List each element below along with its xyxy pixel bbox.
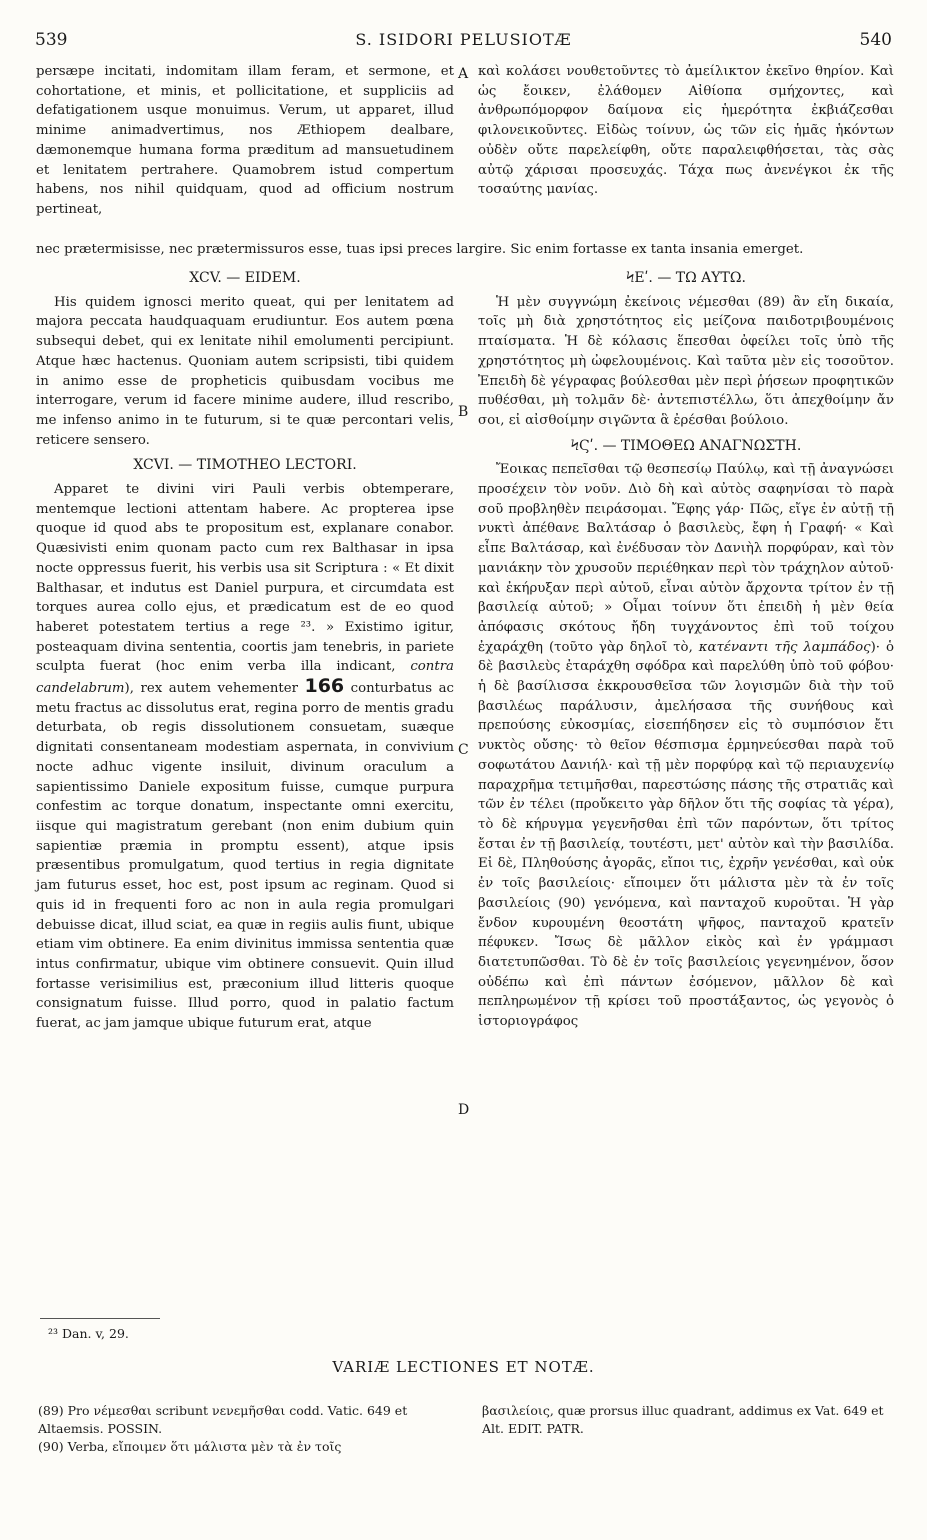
notes-title: VARIÆ LECTIONES ET NOTÆ. [332,1358,595,1376]
greek-column [478,62,894,1032]
note-90: (90) Verba, εἴποιμεν ὅτι μάλιστα μὲν τὰ ἐν τοῖς [38,1439,342,1454]
notes-left-column [38,1402,458,1456]
note-90-continued: βασιλείοις, quæ prorsus illuc quadrant, addimus ex Vat. 649 et Alt. EDIT. PATR. [482,1403,884,1436]
footnote-rule [40,1318,160,1319]
continuation-text: nec prætermisisse, nec prætermissuros esse, tuas ipsi preces largire. Sic enim fortasse ex tanta insania emerget. [36,242,804,257]
margin-marker-d: D [458,1102,470,1118]
page-number-left: 539 [35,30,68,50]
note-89: (89) Pro νέμεσθαι scribunt νενεμῆσθαι codd. Vatic. 649 et Altaemsis. POSSIN. [38,1403,408,1436]
latin-heading-xcvi: XCVI. — TIMOTHEO LECTORI. [133,457,357,474]
running-title: S. ISIDORI PELUSIOTÆ [355,30,572,49]
latin-heading-xcv: XCV. — EIDEM. [189,270,301,286]
footnote: ²³ Dan. v, 29. [48,1326,129,1341]
column-number-166: 166 [304,675,345,698]
margin-marker-a: A [458,66,469,82]
latin-italic-phrase: contra candelabrum [36,659,454,697]
margin-marker-b: B [458,404,469,420]
greek-italic-phrase: κατέναντι τῆς λαμπάδος [698,639,871,655]
greek-heading-xcvi: ϞϚʹ. — ΤΙΜΟΘΕΩ ΑΝΑΓΝΩΣΤΗ. [570,437,802,454]
greek-xcvi-body: Ἔοικας πεπεῖσθαι τῷ θεσπεσίῳ Παύλῳ, καὶ τῇ ἀναγνώσει προσέχειν τὸν νοῦν. Διὸ δὴ καὶ αὐτὸς σαφηνίσαι τὸ παρὰ σοῦ προβληθὲν πειράσομαι. Ἔφης γάρ· Πῶς, εἴγε ἐν αὐτῇ τῇ νυκτὶ ἀπέθανε Βαλτάσαρ ὁ βασιλεὺς, ἔφη ἡ Γραφή· « Καὶ εἶπε Βαλτάσαρ, καὶ ἐνέδυσαν τὸν Δανιὴλ πορφύραν, καὶ τὸν μανιάκην τὸν χρυσοῦν περιέθηκαν περὶ τὸν τράχηλον αὐτοῦ· καὶ ἐκήρυξαν περὶ αὐτοῦ, εἶναι αὐτὸν ἄρχοντα τρίτον ἐν τῇ βασιλείᾳ αὐτοῦ; » Οἶμαι τοίνυν ὅτι ἐπειδὴ ἡ μὲν θεία ἀπόφασις σκότους ἤδη τυγχάνοντος ἐπὶ τοῦ τοίχου ἐχαράχθη (τοῦτο γὰρ δηλοῖ τὸ, κατέναντι τῆς λαμπάδος)· ὁ δὲ βασιλεὺς ἐταράχθη σφόδρα καὶ παρελύθη ὑπὸ τοῦ φόβου· ἡ δὲ βασίλισσα ἐκκρουσθεῖσα τῶν λογισμῶν διὰ τὴν τοῦ βασιλέως παράλυσιν, ἀμελήσασα τῆς συνήθους καὶ πρεπούσης εὐκοσμίας, εἰσεπήδησεν εἰς τὸ συμπόσιον ἔτι νυκτὸς οὔσης· τὸ θεῖον θέσπισμα ἑρμηνεύεσθαι παρὰ τοῦ σοφωτάτου Δανιήλ· καὶ τῇ μὲν πορφύρᾳ καὶ τῷ περιαυχενίῳ παραχρῆμα τετιμῆσθαι, παρεστώσης πάσης τῆς στρατιᾶς καὶ τῶν ἐν τέλει (προὔκειτο γὰρ δῆλον ὅτι τῆς σοφίας τὰ γέρα), τὸ δὲ κήρυγμα γεγενῆσθαι ἐπὶ τῶν παρόντων, ὅτι τρίτος ἔσται ἐν τῇ βασιλείᾳ, τουτέστι, μετ' αὐτὸν καὶ τὴν βασιλίδα. Εἰ δὲ, Πληθούσης ἀγορᾶς, εἴποι τις, ἐχρῆν γενέσθαι, καὶ οὐκ ἐν τοῖς βασιλείοις· εἴποιμεν ὅτι μάλιστα μὲν τὰ ἐν τοῖς βασιλείοις (90) γενόμενα, καὶ πανταχοῦ κυροῦται. Ἡ γὰρ ἔνδον κυρουμένη θεοστάτη ψῆφος, πανταχοῦ κρατεῖν πέφυκεν. Ἴσως δὲ μᾶλλον εἰκὸς καὶ ἐν γράμμασι διατετυπῶσθαι. Τὸ δὲ ἐν τοῖς βασιλείοις γεγενημένον, ὅσον οὐδέπω καὶ ἐπὶ πάντων ἐσόμενον, μᾶλλον δὲ καὶ πεπληρωμένον τῇ κρίσει τοῦ προστάξαντος, ὡς γεγονὸς ὁ ἱστοριογράφος [478,462,894,1030]
latin-xcvi-body: Apparet te divini viri Pauli verbis obtemperare, mentemque lectioni attentam habere. Ac propterea ipse quoque id quod abs te propositum est, explanare conabor. Quæsivisti enim quonam pacto cum rex Balthasar in ipsa nocte oppressus fuerit, his verbis usa sit Scriptura : « Et dixit Balthasar, et indutus est Daniel purpura, et circumdata est torques aurea collo ejus, et prædicatum est de eo quod haberet potestatem tertius a rege ²³. » Existimo igitur, posteaquam divina sententia, coortis jam tenebris, in pariete sculpta fuerat (hoc enim verba illa indicant, contra candelabrum), rex autem vehementer 166 conturbatus ac metu fractus ac dissolutus erat, regina porro de mentis gradu deturbata, ob regis dissolutionem consuetam, suæque dignitati consentaneam modestiam aspernata, in convivium nocte adhuc vigente insiluit, divinum oraculum a sapientissimo Daniele expositum fuisse, cumque purpura confestim ac torque donatum, inspectante omni exercitu, iisque qui magistratum gerebant (non enim dubium quin sapientiæ præmia in promptu essent), atque ipsis præsentibus promulgatum, quod tertius in regia dignitate jam futurus esset, hoc est, post ipsum ac reginam. Quod si quis id in frequenti foro ac non in aula regia promulgari debuisse dicat, illud sciat, ea quæ in regiis aulis fiunt, ubique etiam vim obtinere. Ea enim divinitus immissa sententia quæ intus confirmatur, ubique vim obtinere consuevit. Quin illud fortasse verisimilius est, præconium illud litteris quoque consignatum fuisse. Illud porro, quod in palatio factum fuerat, ac jam jamque ubique futurum erat, atque [36,482,454,1032]
greek-top-paragraph: καὶ κολάσει νουθετοῦντες τὸ ἀμείλικτον ἐκεῖνο θηρίον. Καὶ ὡς ἔοικεν, ἐλάθομεν Αἰθίοπα σμήχοντες, καὶ ἀνθρωπόμορφον δαίμονα εἰς ἡμερότητα ἐκβιάζεσθαι φιλονεικοῦντες. Εἰδὼς τοίνυν, ὡς τῶν εἰς ἡμᾶς ἡκόντων οὐδὲν οὔτε παρελείφθη, οὔτε παραλειφθήσεται, τὰς σὰς αὐτῷ χάρισαι προσευχάς. Τάχα πως ἀνενέγκοι ἐκ τῆς τοσαύτης μανίας. [478,64,894,198]
notes-right-column [482,1402,892,1438]
greek-xcv-body: Ἡ μὲν συγγνώμη ἐκείνοις νέμεσθαι (89) ἂν εἴη δικαία, τοῖς μὴ διὰ χρηστότητος εἰς μείζονα παιδοτριβουμένοις πταίσματα. Ἡ δὲ κόλασις ἕπεσθαι ὀφείλει τοῖς ὑπὸ τῆς χρηστότητος μὴ ὠφελουμένοις. Καὶ ταῦτα μὲν εἰς τοσοῦτον. Ἐπειδὴ δὲ γέγραφας βούλεσθαι μὲν περὶ ῥήσεων προφητικῶν πυθέσθαι, μὴ τολμᾶν δὲ· ἀντεπιστέλλω, ὅτι ἀπεχθοίμην ἄν σοι, εἰ αἰσθοίμην σιγῶντα ἃ ἐρέσθαι βούλοιο. [478,294,894,428]
greek-heading-xcv: ϞΕʹ. — ΤΩ ΑΥΤΩ. [626,270,746,286]
page-header [35,30,892,58]
latin-top-paragraph: persæpe incitati, indomitam illam feram, et sermone, et cohortatione, et minis, et pollicitatione, et suppliciis ad defatigationem usque monuimus. Verum, ut apparet, illud minime animadvertimus, nos Æthiopem dealbare, dæmonemque humana forma præditum ad mansuetudinem et lenitatem pertrahere. Quamobrem istud compertum habens, nos nihil quidquam, quod ad officium nostrum pertineat, [36,64,454,217]
latin-xcv-body: His quidem ignosci merito queat, qui per lenitatem ad majora peccata haudquaquam erudiuntur. Eos autem pœna subsequi debet, qui ex lenitate nihil emolumenti percipiunt. Atque hæc hactenus. Quoniam autem scripsisti, tibi quidem in animo esse de propheticis quibusdam vocibus me interrogare, verum id facere minime audere, illud rescribo, me infenso animo in te futurum, si te quæ percontari velis, reticere sensero. [36,294,454,448]
page-number-right: 540 [859,30,892,50]
latin-column [36,62,454,1034]
margin-marker-c: C [458,742,469,758]
